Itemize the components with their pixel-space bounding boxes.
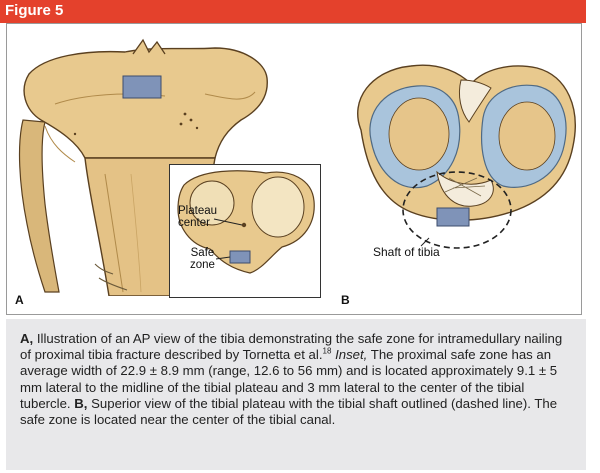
tibia-superior-illustration [341,60,581,260]
safe-zone-marker [123,76,161,98]
caption-a-text: Illustration of an AP view of the tibia demonstrating the safe zone for intramedullary nailing of proximal tibia fracture described by Tornetta et al. [20,331,563,363]
plateau-inset-illustration [170,165,320,297]
caption-b-label: B, [74,395,88,411]
figure-panel [6,23,582,315]
caption-reference: 18 [322,346,332,356]
shaft-of-tibia-label: Shaft of tibia [373,245,440,259]
plateau-center-label: Plateau center [178,205,218,229]
caption-b-text: Superior view of the tibial plateau with the tibial shaft outlined (dashed line). The safe zone is located near the center of the tibial canal. [20,395,558,428]
figure-header [0,0,586,23]
panel-b-label: B [341,293,350,307]
inset-box [169,164,321,298]
caption-inset-text: The proximal safe zone has an average width of 22.9 ± 8.9 mm (range, 12.6 to 56 mm) and is located approximately 9.1 ± 5 mm lateral to the midline of the tibial plateau and 3 mm lateral to the center of the tibial tubercle. [20,347,558,411]
panel-b-safe-zone-marker [437,208,469,226]
inset-safe-zone-marker [230,251,250,263]
panel-a-label: A [15,293,24,307]
figure-caption [6,319,586,470]
caption-inset-label: Inset, [335,347,368,363]
safe-zone-label: Safe zone [190,247,215,271]
caption-a-label: A, [20,331,34,346]
figure-title: Figure 5 [5,2,64,19]
